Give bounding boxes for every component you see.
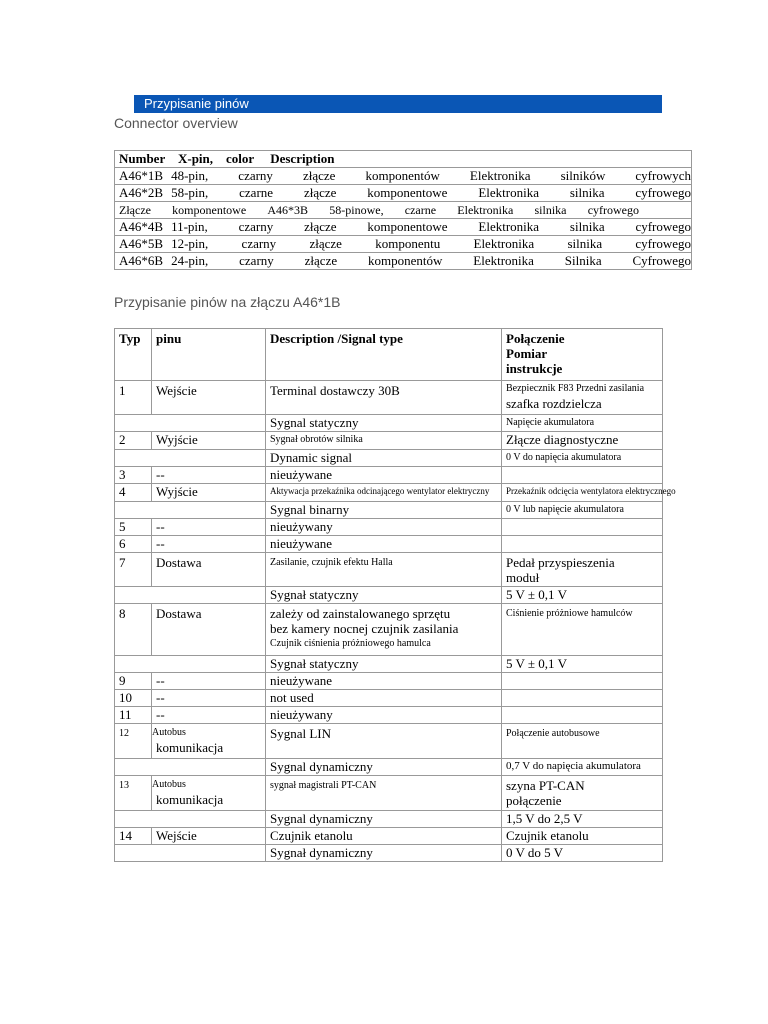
pin-connection xyxy=(502,536,663,553)
header-description: Description xyxy=(270,151,335,166)
pin-number: 13 xyxy=(115,776,152,811)
signal-value: 0 V lub napięcie akumulatora xyxy=(502,502,663,519)
empty-cell xyxy=(115,450,266,467)
table-row xyxy=(115,536,663,553)
header-conn-line: Pomiar xyxy=(506,346,548,361)
conn-line: moduł xyxy=(506,570,540,585)
pin-description: nieużywane xyxy=(266,536,502,553)
connector-id: A46*1B xyxy=(119,168,164,183)
cell xyxy=(115,202,692,219)
pin-number: 10 xyxy=(115,690,152,707)
word: czarny xyxy=(239,253,274,268)
word: silnika xyxy=(534,203,567,217)
pin-description: Terminal dostawczy 30B xyxy=(266,381,502,415)
word: czarne xyxy=(404,203,437,217)
pin-number: 5 xyxy=(115,519,152,536)
word: czarny xyxy=(238,219,274,234)
pin-description: nieużywany xyxy=(266,707,502,724)
table-row xyxy=(115,450,663,467)
word: Cyfrowego xyxy=(632,253,692,268)
word: czarny xyxy=(238,168,273,183)
word: Elektronika xyxy=(457,203,514,217)
empty-cell xyxy=(115,811,266,828)
pin-description: not used xyxy=(266,690,502,707)
conn-line: szyna PT-CAN xyxy=(506,778,585,793)
pin-type: Wyjście xyxy=(152,484,266,502)
pin-number: 2 xyxy=(115,432,152,450)
pin-connection xyxy=(502,519,663,536)
pin-number: 12 xyxy=(115,724,152,759)
conn-line: połączenie xyxy=(506,793,562,808)
desc-line: zależy od zainstalowanego sprzętu xyxy=(270,606,451,621)
header-pinu-label: pinu xyxy=(156,331,182,346)
empty-cell xyxy=(115,415,266,432)
conn-line: szafka rozdzielcza xyxy=(506,396,602,411)
pin-type: -- xyxy=(152,519,266,536)
type-line: Autobus xyxy=(152,727,186,738)
word: Elektronika xyxy=(473,236,535,251)
header-typ xyxy=(115,329,152,381)
signal-type: Sygnał dynamiczny xyxy=(266,845,502,862)
word: Silnika xyxy=(564,253,602,268)
pin-assignment-heading: Przypisanie pinów na złączu A46*1B xyxy=(114,294,341,310)
word: złącze xyxy=(303,185,337,200)
signal-value: 1,5 V do 2,5 V xyxy=(502,811,663,828)
header-connection xyxy=(502,329,663,381)
connector-overview-heading: Connector overview xyxy=(114,115,238,131)
word: komponentu xyxy=(375,236,441,251)
header-pinu xyxy=(152,329,266,381)
pin-description: Aktywacja przekaźnika odcinającego wentylator elektryczny xyxy=(266,484,502,502)
pin-number: 9 xyxy=(115,673,152,690)
pin-type xyxy=(152,776,266,811)
word: złącze xyxy=(304,253,338,268)
pin-type: -- xyxy=(152,536,266,553)
desc-line: Czujnik ciśnienia próżniowego hamulca xyxy=(270,638,431,649)
pin-connection xyxy=(502,707,663,724)
word: złącze xyxy=(304,219,337,234)
connector-id: A46*6B xyxy=(119,253,164,268)
table-row xyxy=(115,724,663,759)
pin-type: Wyjście xyxy=(152,432,266,450)
word: 24-pin, xyxy=(171,253,209,268)
table-row xyxy=(115,587,663,604)
pin-table xyxy=(114,328,676,862)
pin-description: nieużywane xyxy=(266,467,502,484)
pin-number: 14 xyxy=(115,828,152,845)
word: silników xyxy=(560,168,606,183)
word: Elektronika xyxy=(478,185,539,200)
type-line: Autobus xyxy=(152,779,186,790)
connector-id: A46*5B xyxy=(119,236,164,251)
word: cyfrowych xyxy=(635,168,691,183)
word: komponentowe xyxy=(172,203,247,217)
table-row xyxy=(115,432,663,450)
word: silnika xyxy=(569,219,605,234)
table-row xyxy=(115,467,663,484)
word: 12-pin, xyxy=(171,236,209,251)
pin-number: 3 xyxy=(115,467,152,484)
table-row xyxy=(115,759,663,776)
word: komponentów xyxy=(368,253,443,268)
pin-type: -- xyxy=(152,673,266,690)
word: cyfrowego xyxy=(635,219,692,234)
empty-cell xyxy=(115,845,266,862)
table-row xyxy=(115,219,692,236)
type-line: komunikacja xyxy=(156,740,224,755)
word: 48-pin, xyxy=(171,168,209,183)
signal-value: 5 V ± 0,1 V xyxy=(502,656,663,673)
word: Złącze xyxy=(119,203,151,217)
pin-description: nieużywany xyxy=(266,519,502,536)
pin-connection: Przekaźnik odcięcia wentylatora elektrycznego xyxy=(502,484,663,502)
word: Elektronika xyxy=(478,219,540,234)
pin-number: 1 xyxy=(115,381,152,415)
word: komponentowe xyxy=(367,219,448,234)
cell xyxy=(167,185,692,202)
word: silnika xyxy=(569,185,605,200)
pin-description: Czujnik etanolu xyxy=(266,828,502,845)
table-row xyxy=(115,656,663,673)
empty-cell xyxy=(115,656,266,673)
signal-value: 5 V ± 0,1 V xyxy=(502,587,663,604)
table-row xyxy=(115,673,663,690)
header-conn-line: instrukcje xyxy=(506,361,563,376)
pin-type: Dostawa xyxy=(152,604,266,656)
section-title-bar: Przypisanie pinów xyxy=(134,95,662,113)
signal-type: Sygnal dynamiczny xyxy=(266,759,502,776)
word: Elektronika xyxy=(473,253,534,268)
table-header-row xyxy=(115,329,663,381)
signal-type: Sygnal binarny xyxy=(266,502,502,519)
pin-type: -- xyxy=(152,690,266,707)
pin-connection xyxy=(502,467,663,484)
signal-value: 0 V do napięcia akumulatora xyxy=(502,450,663,467)
table-row xyxy=(115,553,663,587)
header-desc xyxy=(266,329,502,381)
signal-type: Sygnal statyczny xyxy=(266,415,502,432)
signal-type: Dynamic signal xyxy=(266,450,502,467)
table-row xyxy=(115,811,663,828)
pin-connection xyxy=(502,673,663,690)
header-conn-line: Połączenie xyxy=(506,331,565,346)
pin-number: 11 xyxy=(115,707,152,724)
cell xyxy=(115,253,168,270)
table-row xyxy=(115,502,663,519)
signal-value: Napięcie akumulatora xyxy=(502,415,663,432)
cell xyxy=(115,185,168,202)
connector-id: A46*2B xyxy=(119,185,164,200)
word: cyfrowego xyxy=(587,203,639,217)
pin-connection: Złącze diagnostyczne xyxy=(502,432,663,450)
word: 58-pin, xyxy=(171,185,209,200)
header-cell xyxy=(115,151,692,168)
cell xyxy=(167,168,692,185)
signal-value: 0,7 V do napięcia akumulatora xyxy=(502,759,663,776)
pin-description: Sygnal LIN xyxy=(266,724,502,759)
pin-type: Wejście xyxy=(152,381,266,415)
cell xyxy=(115,219,168,236)
cell xyxy=(115,236,168,253)
pin-type: Wejście xyxy=(152,828,266,845)
cell xyxy=(167,253,692,270)
table-row xyxy=(115,202,692,219)
cell xyxy=(167,219,692,236)
header-color: color xyxy=(226,151,254,166)
header-xpin: X-pin, xyxy=(177,151,214,166)
empty-cell xyxy=(115,759,266,776)
table-row xyxy=(115,253,692,270)
word: czarny xyxy=(241,236,277,251)
word: komponentów xyxy=(365,168,440,183)
pin-type: Dostawa xyxy=(152,553,266,587)
table-row xyxy=(115,690,663,707)
cell xyxy=(167,236,692,253)
signal-type: Sygnal dynamiczny xyxy=(266,811,502,828)
header-typ-label: Typ xyxy=(119,331,141,346)
pin-connection xyxy=(502,553,663,587)
table-row xyxy=(115,236,692,253)
signal-value: 0 V do 5 V xyxy=(502,845,663,862)
pin-type xyxy=(152,724,266,759)
connector-table xyxy=(114,150,692,270)
signal-type: Sygnał statyczny xyxy=(266,587,502,604)
connector-id: A46*4B xyxy=(119,219,164,234)
pin-connection: Ciśnienie próżniowe hamulców xyxy=(502,604,663,656)
pin-number: 6 xyxy=(115,536,152,553)
pin-description xyxy=(266,604,502,656)
table-row xyxy=(115,484,663,502)
table-row xyxy=(115,707,663,724)
pin-type: -- xyxy=(152,707,266,724)
pin-connection xyxy=(502,381,663,415)
pin-description: Zasilanie, czujnik efektu Halla xyxy=(266,553,502,587)
conn-line: Bezpiecznik F83 Przedni zasilania xyxy=(506,383,645,394)
desc-line: bez kamery nocnej czujnik zasilania xyxy=(270,621,459,636)
pin-number: 7 xyxy=(115,553,152,587)
pin-description: sygnał magistrali PT-CAN xyxy=(266,776,502,811)
cell xyxy=(115,168,168,185)
table-row xyxy=(115,604,663,656)
word: czarne xyxy=(239,185,274,200)
pin-connection xyxy=(502,690,663,707)
table-header-row xyxy=(115,151,692,168)
conn-line: Pedał przyspieszenia xyxy=(506,555,615,570)
word: cyfrowego xyxy=(635,236,691,251)
word: złącze xyxy=(302,168,336,183)
word: 58-pinowe, xyxy=(329,203,384,217)
pin-description: Sygnał obrotów silnika xyxy=(266,432,502,450)
header-desc-label: Description /Signal type xyxy=(270,331,403,346)
pin-type: -- xyxy=(152,467,266,484)
pin-number: 8 xyxy=(115,604,152,656)
empty-cell xyxy=(115,587,266,604)
table-row xyxy=(115,828,663,845)
pin-connection xyxy=(502,776,663,811)
pin-connection: Czujnik etanolu xyxy=(502,828,663,845)
word: 11-pin, xyxy=(171,219,208,234)
connector-id: A46*3B xyxy=(267,203,309,217)
empty-cell xyxy=(115,502,266,519)
signal-type: Sygnał statyczny xyxy=(266,656,502,673)
table-row xyxy=(115,519,663,536)
type-line: komunikacja xyxy=(156,792,224,807)
header-number: Number xyxy=(119,151,165,166)
word: cyfrowego xyxy=(635,185,691,200)
table-row xyxy=(115,381,663,415)
word: złącze xyxy=(309,236,342,251)
pin-description: nieużywane xyxy=(266,673,502,690)
table-row xyxy=(115,415,663,432)
table-row xyxy=(115,776,663,811)
word: silnika xyxy=(567,236,603,251)
table-row xyxy=(115,168,692,185)
table-row xyxy=(115,185,692,202)
pin-connection: Połączenie autobusowe xyxy=(502,724,663,759)
pin-number: 4 xyxy=(115,484,152,502)
table-row xyxy=(115,845,663,862)
word: Elektronika xyxy=(469,168,531,183)
word: komponentowe xyxy=(367,185,448,200)
